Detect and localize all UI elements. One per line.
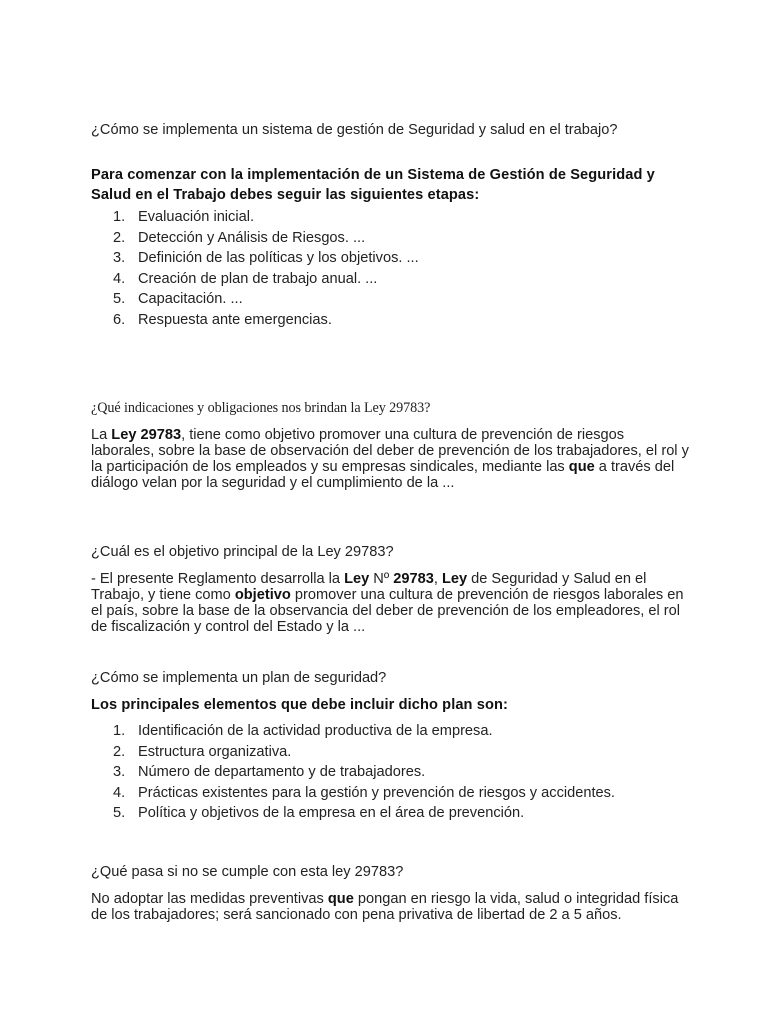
- bold-run: 29783: [393, 571, 434, 587]
- list-item-number: 1.: [113, 209, 126, 225]
- list-item: [91, 803, 691, 824]
- list-item-number: 4.: [113, 784, 126, 801]
- list-item-text: Evaluación inicial.: [138, 209, 255, 225]
- question-2: ¿Qué indicaciones y obligaciones nos brindan la Ley 29783?: [91, 400, 431, 416]
- text-run: de Seguridad y Salud en el Trabajo, y tiene como: [91, 571, 647, 603]
- list-item: [91, 742, 691, 763]
- text-run: ,: [433, 571, 442, 587]
- text-run: Nº: [369, 571, 394, 587]
- text-run: - El presente Reglamento desarrolla la: [91, 571, 345, 587]
- list-item-text: Definición de las políticas y los objetivos. ...: [138, 250, 419, 266]
- list-item-number: 3.: [113, 250, 126, 266]
- lead-4: Los principales elementos que debe incluir dicho plan son:: [91, 697, 508, 713]
- question-5: ¿Qué pasa si no se cumple con esta ley 29783?: [91, 864, 404, 880]
- paragraph-5: [91, 891, 691, 923]
- list-item: [91, 289, 691, 310]
- text-run: No adoptar las medidas preventivas: [91, 891, 328, 907]
- list-item-number: 5.: [113, 805, 126, 821]
- list-item-text: Detección y Análisis de Riesgos. ...: [138, 229, 366, 246]
- paragraph-2: [91, 427, 691, 491]
- text-run: promover una cultura de prevención de riesgos laborales en el país, sobre la base de la observancia del deber de prevención de los empleadores, el rol de fiscalización y control del Estado y la ...: [91, 587, 684, 635]
- lead-1: Para comenzar con la implementación de un Sistema de Gestión de Seguridad y Salud en el Trabajo debes seguir las siguientes etapas:: [91, 167, 655, 203]
- list-item-text: Número de departamento y de trabajadores.: [138, 764, 426, 780]
- list-item-number: 4.: [113, 270, 126, 287]
- list-item: [91, 269, 691, 290]
- paragraph-3: [91, 571, 691, 635]
- bold-run: que: [568, 459, 595, 475]
- question-4: ¿Cómo se implementa un plan de seguridad?: [91, 670, 387, 686]
- text-run: a través del diálogo velan por la seguridad y el cumplimiento de la ...: [91, 459, 675, 491]
- bold-run: objetivo: [234, 587, 291, 603]
- bold-run: Ley: [441, 571, 468, 587]
- text-run: , tiene como objetivo promover una cultura de prevención de riesgos laborales, sobre la base de observación del deber de prevención de los trabajadores, el rol y la participación de los empleados y su empresas sindicales, mediante las: [91, 427, 689, 475]
- list-4: [91, 721, 691, 824]
- list-item-number: 6.: [113, 311, 126, 328]
- question-3: ¿Cuál es el objetivo principal de la Ley 29783?: [91, 544, 394, 560]
- text-run: pongan en riesgo la vida, salud o integridad física de los trabajadores; será sancionado con pena privativa de libertad de 2 a 5 años.: [91, 891, 679, 923]
- list-item-text: Identificación de la actividad productiva de la empresa.: [138, 723, 493, 739]
- list-item: [91, 248, 691, 269]
- list-item-number: 5.: [113, 291, 126, 307]
- list-item-number: 1.: [113, 723, 126, 739]
- list-item-text: Capacitación. ...: [138, 291, 243, 307]
- list-item-number: 2.: [113, 229, 126, 246]
- list-item: [91, 762, 691, 783]
- list-item-text: Creación de plan de trabajo anual. ...: [138, 270, 378, 287]
- list-item-text: Política y objetivos de la empresa en el área de prevención.: [138, 805, 525, 821]
- list-item-text: Estructura organizativa.: [138, 743, 292, 760]
- bold-run: Ley: [344, 571, 370, 587]
- list-item-number: 3.: [113, 764, 126, 780]
- list-1: [91, 207, 691, 330]
- list-item-text: Prácticas existentes para la gestión y prevención de riesgos y accidentes.: [138, 784, 615, 801]
- list-item: [91, 310, 691, 331]
- question-1: ¿Cómo se implementa un sistema de gestión de Seguridad y salud en el trabajo?: [91, 122, 618, 138]
- list-item: [91, 207, 691, 228]
- list-item: [91, 783, 691, 804]
- list-item: [91, 228, 691, 249]
- list-item-number: 2.: [113, 743, 126, 760]
- list-item-text: Respuesta ante emergencias.: [138, 311, 332, 328]
- bold-run: Ley 29783: [111, 427, 182, 443]
- bold-run: que: [327, 891, 354, 907]
- list-item: [91, 721, 691, 742]
- text-run: La: [91, 427, 112, 443]
